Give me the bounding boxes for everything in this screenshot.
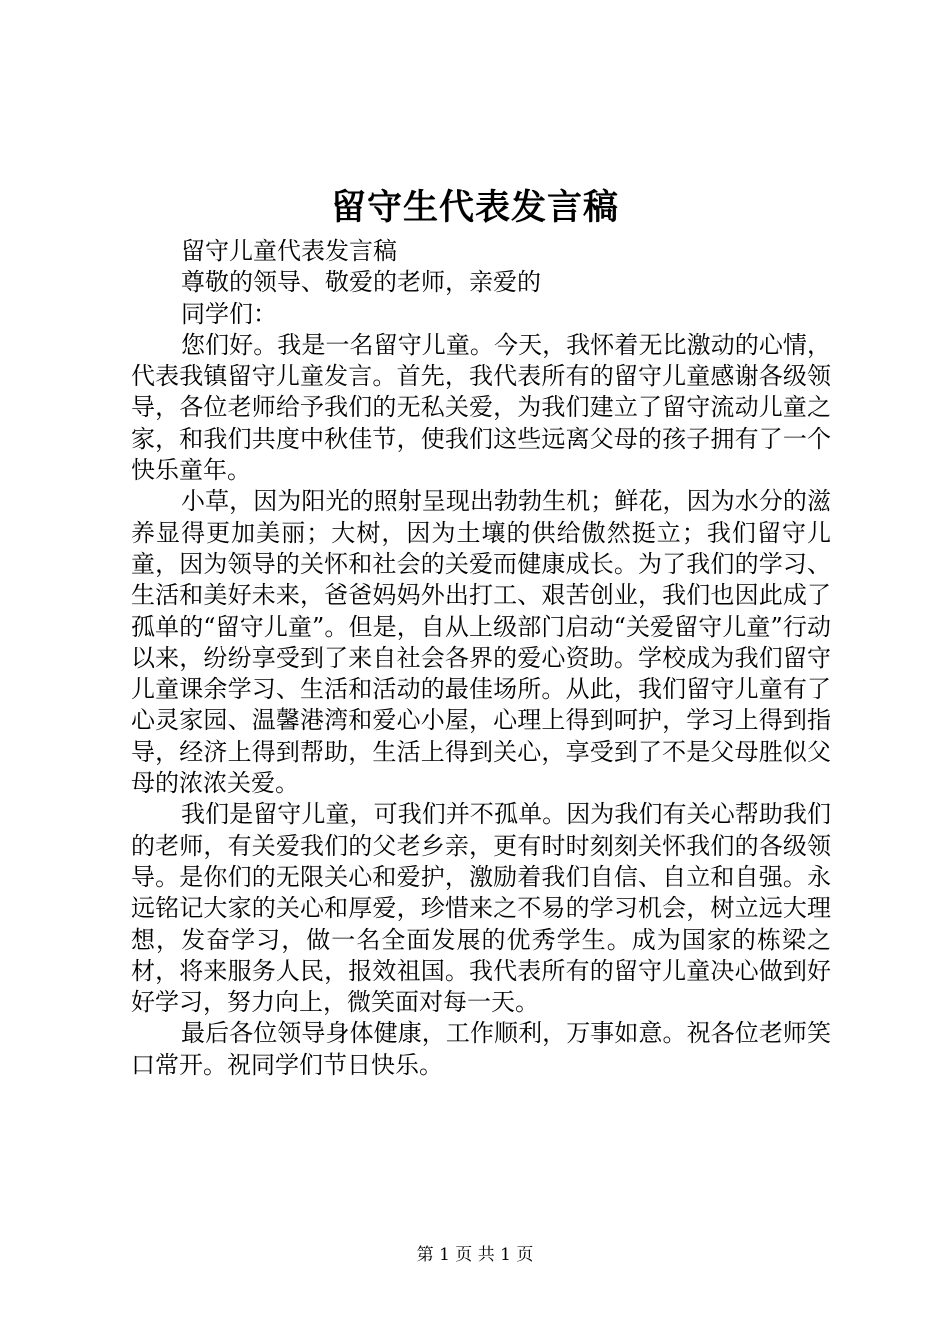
paragraph-growth: 小草，因为阳光的照射呈现出勃勃生机；鲜花，因为水分的滋养显得更加美丽；大树，因为土壤的供给傲然挺立；我们留守儿童，因为领导的关怀和社会的关爱而健康成长。为了我们的学习、生活和美好未来，爸爸妈妈外出打工、艰苦创业，我们也因此成了孤单的“留守儿童”。但是，自从上级部门启动“关爱留守儿童”行动以来，纷纷享受到了来自社会各界的爱心资助。学校成为我们留守儿童课余学习、生活和活动的最佳场所。从此，我们留守儿童有了心灵家园、温馨港湾和爱心小屋，心理上得到呵护，学习上得到指导，经济上得到帮助，生活上得到关心，享受到了不是父母胜似父母的浓浓关爱。 [131, 487, 831, 798]
paragraph-heading: 留守儿童代表发言稿 [181, 237, 397, 265]
page-number-footer: 第 1 页 共 1 页 [416, 1245, 534, 1265]
paragraph-closing: 最后各位领导身体健康，工作顺利，万事如意。祝各位老师笑口常开。祝同学们节日快乐。 [131, 1019, 831, 1079]
document-body [131, 236, 831, 1081]
paragraph-salutation-cont: 同学们： [181, 299, 277, 328]
paragraph-salutation: 尊敬的领导、敬爱的老师，亲爱的 [181, 268, 541, 297]
paragraph-greeting: 您们好。我是一名留守儿童。今天，我怀着无比激动的心情，代表我镇留守儿童发言。首先，我代表所有的留守儿童感谢各级领导，各位老师给予我们的无私关爱，为我们建立了留守流动儿童之家，和我们共度中秋佳节，使我们这些远离父母的孩子拥有了一个快乐童年。 [131, 330, 831, 485]
document-title: 留守生代表发言稿 [330, 187, 619, 228]
paragraph-not-alone: 我们是留守儿童，可我们并不孤单。因为我们有关心帮助我们的老师，有关爱我们的父老乡亲，更有时时刻刻关怀我们的各级领导。是你们的无限关心和爱护，激励着我们自信、自立和自强。永远铭记大家的关心和厚爱，珍惜来之不易的学习机会，树立远大理想，发奋学习，做一名全面发展的优秀学生。成为国家的栋梁之材，将来服务人民，报效祖国。我代表所有的留守儿童决心做到好好学习，努力向上，微笑面对每一天。 [131, 800, 831, 1017]
